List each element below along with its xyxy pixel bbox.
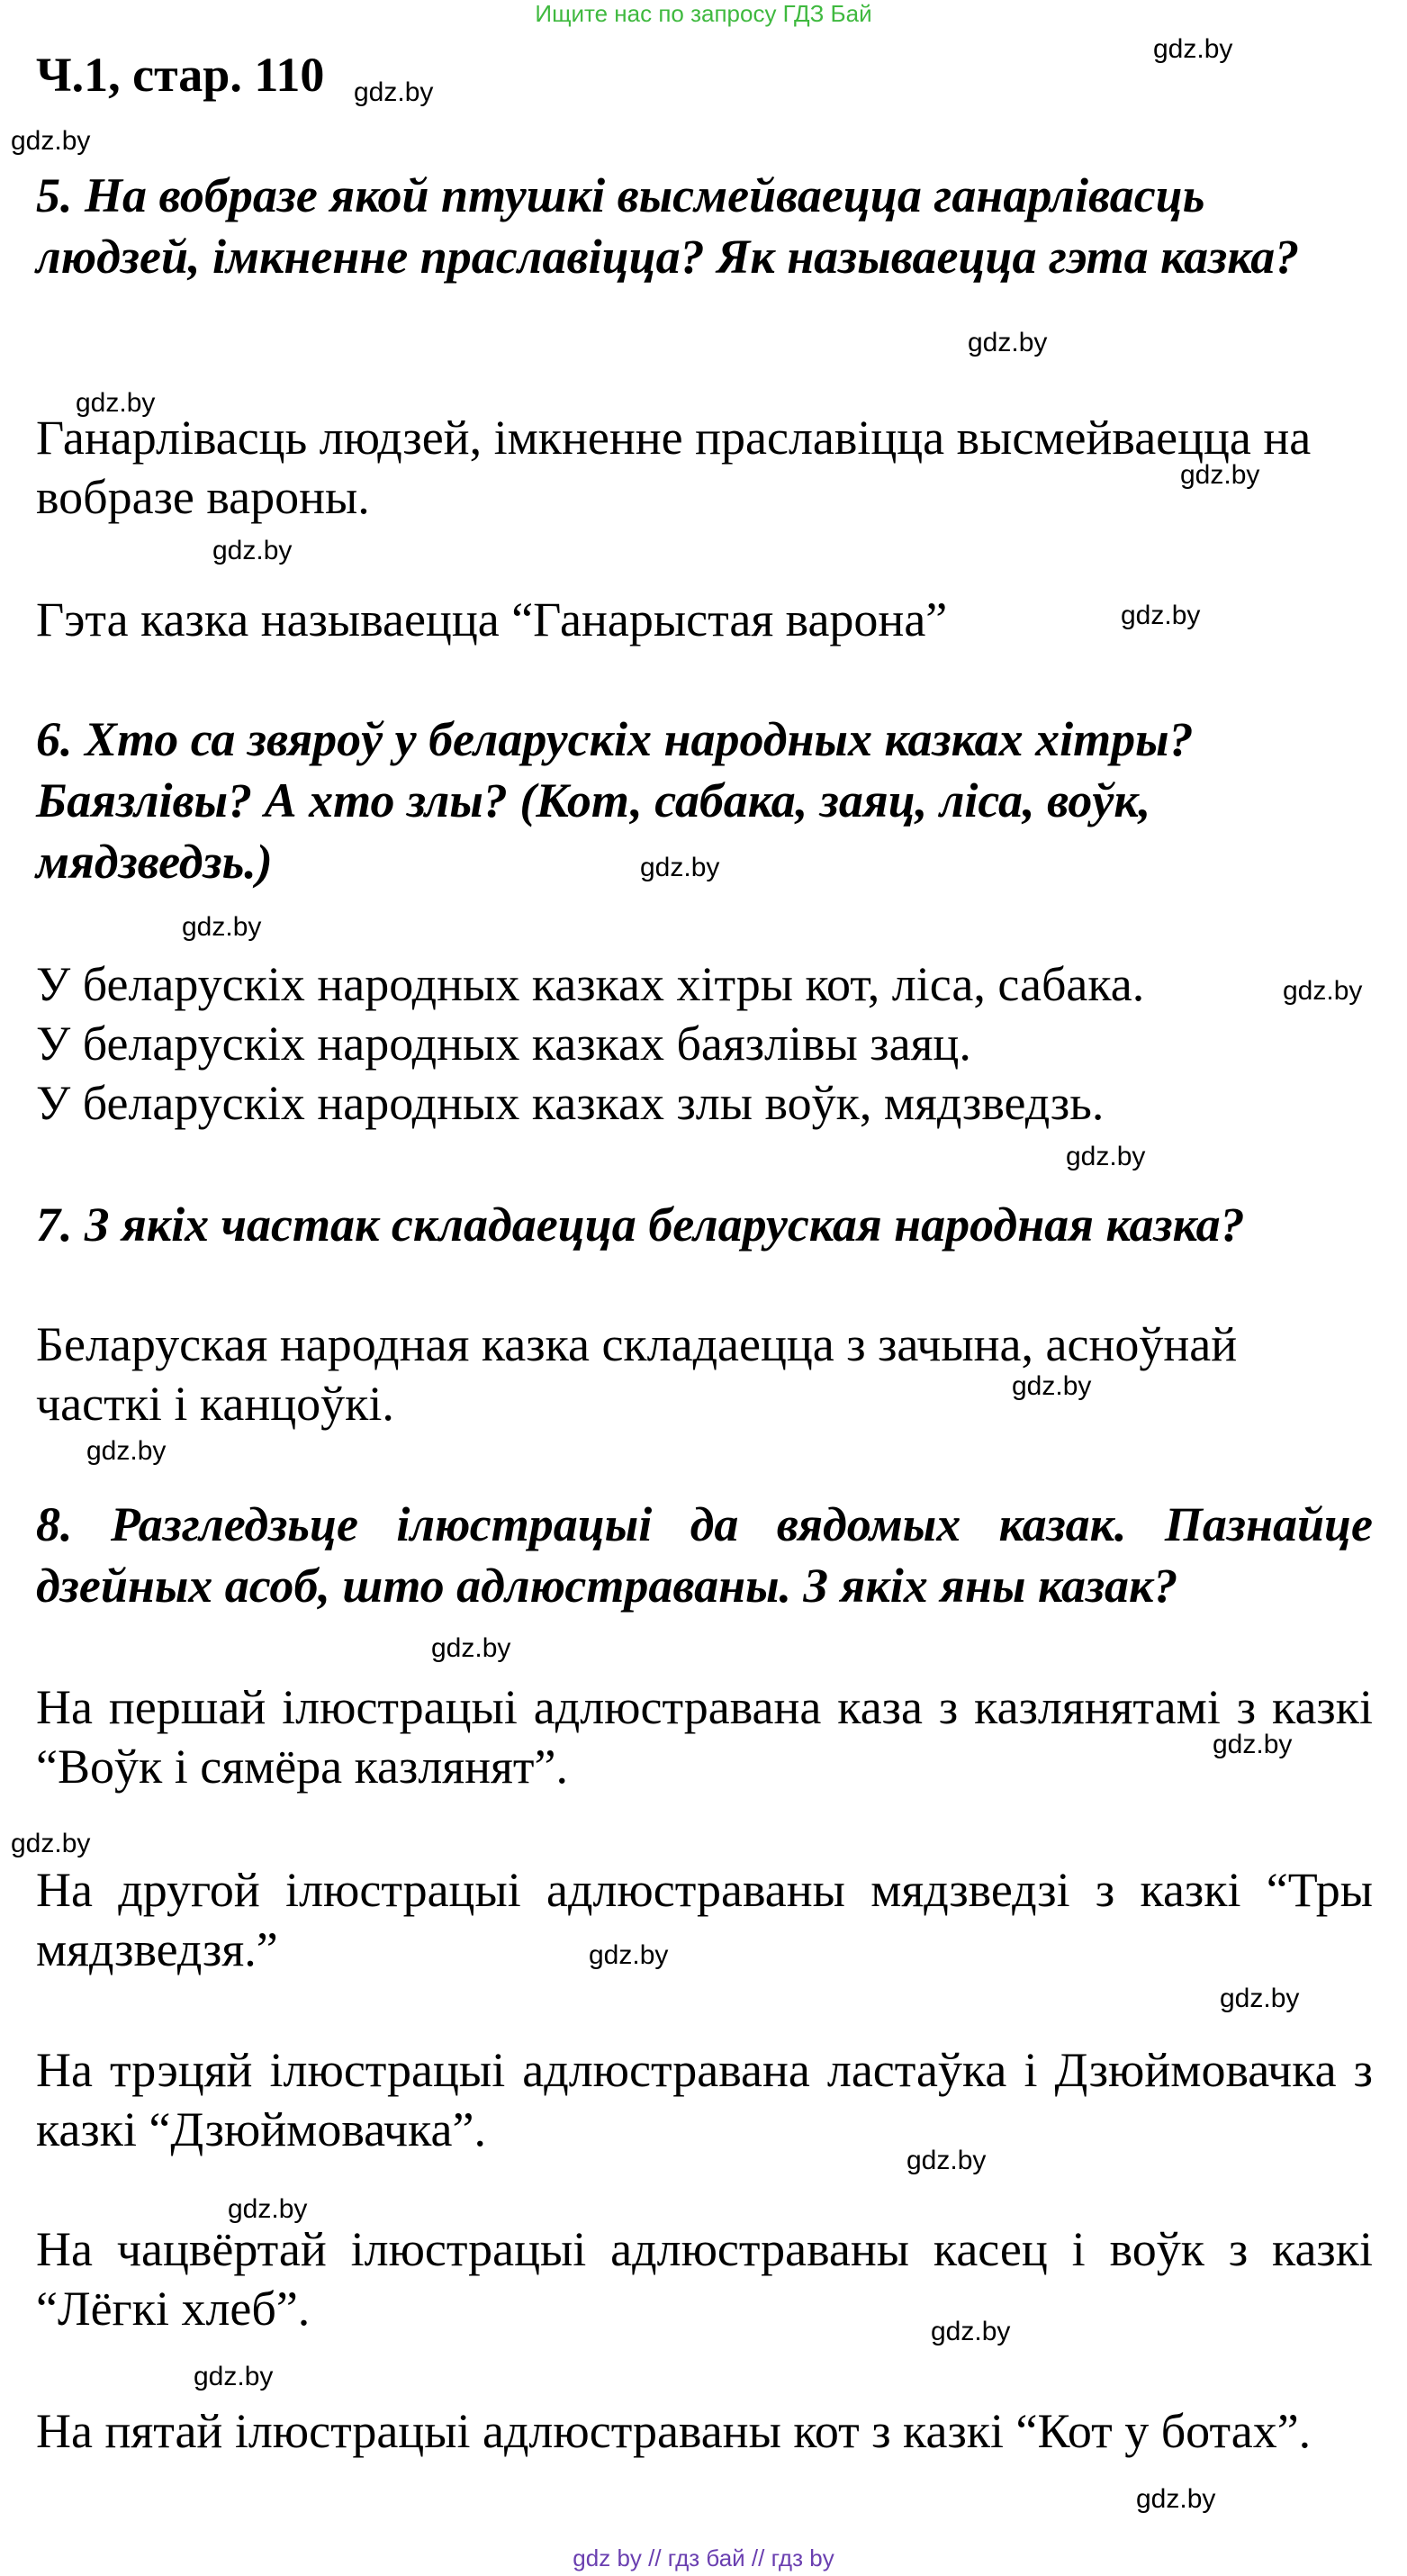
- watermark: gdz.by: [1066, 1142, 1146, 1171]
- question-6: 6. Хто са звяроў у беларускіх народных казках хітры? Баязлівы? А хто злы? (Кот, сабака, заяц, ліса, воўк, мядзведзь.): [36, 712, 1194, 889]
- watermark: gdz.by: [182, 912, 262, 942]
- search-banner[interactable]: Ищите нас по запросу ГДЗ Бай: [535, 0, 872, 27]
- answer-6-2: У беларускіх народных казках баязлівы заяц.: [36, 1017, 971, 1071]
- watermark: gdz.by: [968, 328, 1048, 357]
- question-7: 7. З якіх частак складаецца беларуская народная казка?: [36, 1198, 1245, 1252]
- answer-8-4: На чацвёртай ілюстрацыі адлюстраваны касец і воўк з казкі “Лёгкі хлеб”.: [36, 2222, 1373, 2336]
- answer-8-2: На другой ілюстрацыі адлюстраваны мядзведзі з казкі “Тры мядзведзя.”: [36, 1863, 1373, 1976]
- watermark: gdz.by: [1220, 1984, 1300, 2013]
- answer-7-1: Беларуская народная казка складаецца з зачына, асноўнай часткі і канцоўкі.: [36, 1317, 1238, 1431]
- watermark: gdz.by: [212, 536, 293, 565]
- watermark: gdz.by: [931, 2317, 1011, 2346]
- watermark: gdz.by: [640, 853, 720, 882]
- answer-8-3: На трэцяй ілюстрацыі адлюстравана ластаўка і Дзюймовачка з казкі “Дзюймовачка”.: [36, 2043, 1373, 2156]
- watermark: gdz.by: [228, 2194, 308, 2224]
- watermark: gdz.by: [1283, 976, 1363, 1006]
- watermark: gdz.by: [589, 1940, 669, 1970]
- watermark: gdz.by: [1136, 2484, 1216, 2514]
- page-title: Ч.1, стар. 110: [36, 48, 325, 102]
- answer-8-1: На першай ілюстрацыі адлюстравана каза з казлянятамі з казкі “Воўк і сямёра казлянят”.: [36, 1680, 1373, 1794]
- watermark: gdz.by: [1121, 601, 1201, 630]
- question-5: 5. На вобразе якой птушкі высмейваецца ганарлівасць людзей, імкненне праславіцца? Як называецца гэта казка?: [36, 168, 1300, 284]
- watermark: gdz.by: [1153, 34, 1233, 64]
- answer-8-5: На пятай ілюстрацыі адлюстраваны кот з казкі “Кот у ботах”.: [36, 2404, 1312, 2458]
- watermark: gdz.by: [1213, 1730, 1293, 1759]
- footer-links[interactable]: gdz by // гдз бай // гдз by: [573, 2544, 834, 2571]
- answer-5-2: Гэта казка называецца “Ганарыстая варона”: [36, 592, 948, 646]
- question-8: 8. Разгледзьце ілюстрацыі да вядомых казак. Пазнайце дзейных асоб, што адлюстраваны. З якіх яны казак?: [36, 1497, 1373, 1613]
- watermark: gdz.by: [76, 388, 156, 418]
- watermark: gdz.by: [1012, 1371, 1092, 1401]
- watermark: gdz.by: [86, 1436, 167, 1466]
- answer-5-1: Ганарлівасць людзей, імкненне праславіцца высмейваецца на вобразе вароны.: [36, 411, 1312, 524]
- watermark: gdz.by: [194, 2362, 274, 2391]
- watermark: gdz.by: [354, 77, 434, 107]
- watermark: gdz.by: [1180, 460, 1260, 490]
- watermark: gdz.by: [11, 126, 91, 156]
- watermark: gdz.by: [906, 2146, 987, 2175]
- answer-6-1: У беларускіх народных казках хітры кот, ліса, сабака.: [36, 957, 1145, 1011]
- watermark: gdz.by: [431, 1633, 511, 1663]
- answer-6-3: У беларускіх народных казках злы воўк, мядзведзь.: [36, 1076, 1105, 1130]
- watermark: gdz.by: [11, 1829, 91, 1858]
